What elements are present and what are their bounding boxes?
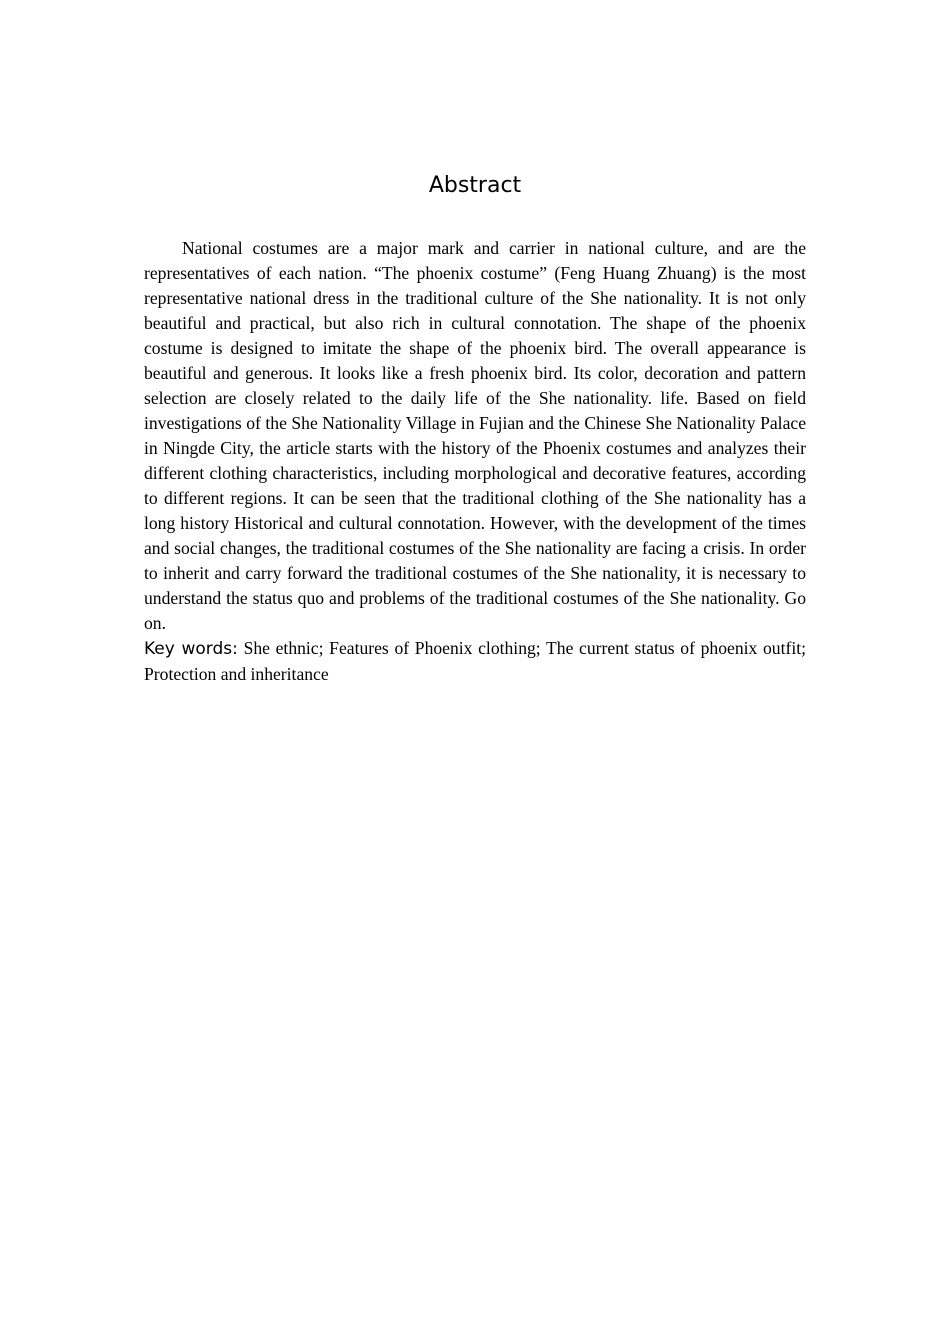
abstract-section <box>144 172 806 687</box>
keywords-line <box>144 636 806 687</box>
keywords-label: Key words: <box>144 639 238 659</box>
abstract-body: National costumes are a major mark and carrier in national culture, and are the representatives of each nation. “The phoenix costume” (Feng Huang Zhuang) is the most representative national dress in the traditional culture of the She nationality. It is not only beautiful and practical, but also rich in cultural connotation. The shape of the phoenix costume is designed to imitate the shape of the phoenix bird. The overall appearance is beautiful and generous. It looks like a fresh phoenix bird. Its color, decoration and pattern selection are closely related to the daily life of the She nationality. life. Based on field investigations of the She Nationality Village in Fujian and the Chinese She Nationality Palace in Ningde City, the article starts with the history of the Phoenix costumes and analyzes their different clothing characteristics, including morphological and decorative features, according to different regions. It can be seen that the traditional clothing of the She nationality has a long history Historical and cultural connotation. However, with the development of the times and social changes, the traditional costumes of the She nationality are facing a crisis. In order to inherit and carry forward the traditional costumes of the She nationality, it is necessary to understand the status quo and problems of the traditional costumes of the She nationality. Go on. <box>144 238 806 633</box>
abstract-title: Abstract <box>428 173 522 198</box>
keywords-text: She ethnic; Features of Phoenix clothing; The current status of phoenix outfit; Protection and inheritance <box>144 638 806 684</box>
